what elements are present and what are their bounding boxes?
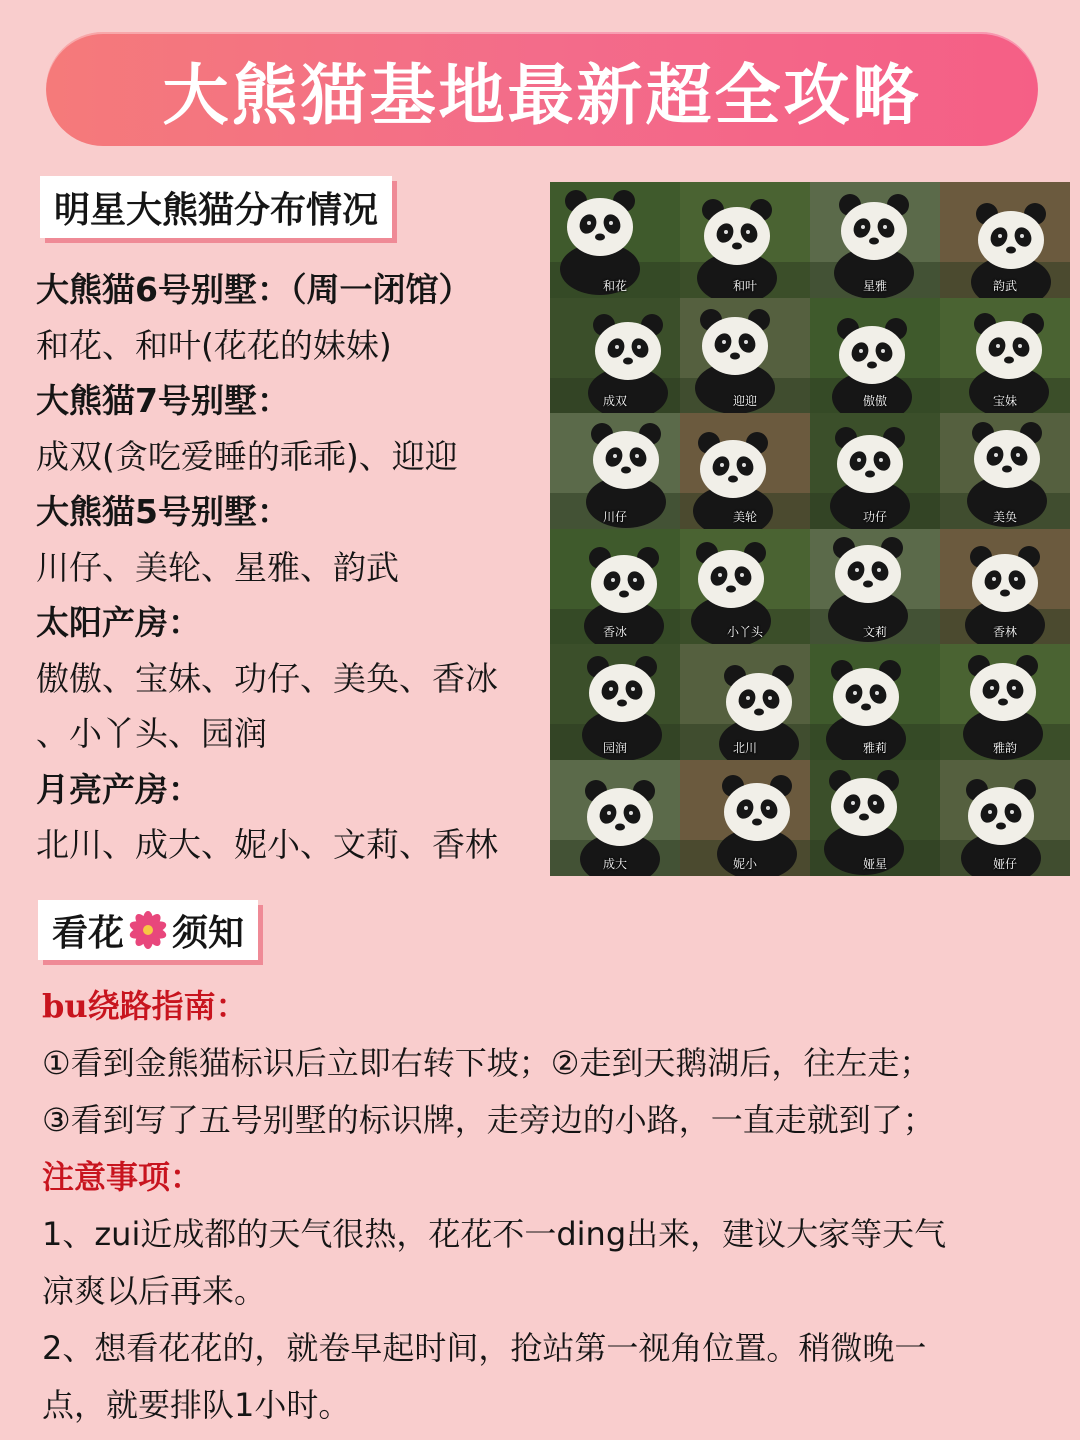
panda-name-label: 妮小 (732, 856, 757, 871)
panda-photo (810, 413, 940, 529)
notes-section (42, 978, 1052, 1434)
panda-photo (810, 182, 940, 298)
panda-name-label: 川仔 (602, 509, 627, 524)
panda-names-line: 和花、和叶(花花的妹妹) (36, 325, 392, 365)
panda-name-label: 雅莉 (862, 740, 887, 755)
panda-photo (940, 529, 1070, 645)
panda-photo (940, 413, 1070, 529)
note-line: 2、想看花花的，就卷早起时间，抢站第一视角位置。稍微晚一 (42, 1329, 927, 1367)
panda-photo (550, 760, 680, 876)
note-line: 点，就要排队1小时。 (42, 1386, 351, 1424)
heading-suffix: 须知 (172, 912, 245, 954)
location-heading: 太阳产房： (36, 603, 201, 642)
panda-name-label: 文莉 (862, 625, 887, 640)
panda-photo (550, 644, 680, 760)
panda-photo (680, 182, 810, 298)
panda-names-line: 成双(贪吃爱睡的乖乖)、迎迎 (36, 436, 458, 476)
distribution-list (36, 262, 548, 873)
panda-name-label: 雅韵 (992, 740, 1017, 755)
panda-photo (680, 529, 810, 645)
panda-photo (550, 182, 680, 298)
panda-photo-grid (550, 182, 1070, 876)
panda-name-label: 北川 (732, 740, 757, 755)
panda-name-label: 星雅 (862, 278, 887, 293)
route-title: bu绕路指南： (42, 987, 248, 1025)
panda-name-label: 香林 (992, 625, 1017, 640)
panda-names-line: 、小丫头、园润 (36, 714, 267, 753)
panda-name-label: 功仔 (862, 509, 887, 524)
panda-name-label: 美轮 (732, 509, 757, 524)
panda-name-label: 和叶 (732, 278, 757, 293)
route-line: ③看到写了五号别墅的标识牌，走旁边的小路，一直走就到了； (42, 1101, 935, 1139)
panda-name-label: 韵武 (992, 278, 1017, 293)
panda-photo (940, 760, 1070, 876)
section-heading-flower-notice (38, 900, 258, 960)
panda-names-line: 川仔、美轮、星雅、韵武 (36, 547, 399, 587)
panda-name-label: 香冰 (602, 625, 627, 640)
panda-photo (550, 529, 680, 645)
panda-photo (940, 182, 1070, 298)
panda-name-label: 宝妹 (992, 394, 1017, 409)
note-line: 1、zui近成都的天气很热，花花不一ding出来，建议大家等天气 (42, 1215, 947, 1253)
title-banner (46, 32, 1038, 146)
panda-photo (940, 298, 1070, 414)
location-heading: 大熊猫5号别墅： (36, 492, 290, 531)
flower-icon (128, 910, 168, 950)
location-heading: 月亮产房： (36, 769, 201, 809)
panda-name-label: 傲傲 (862, 394, 887, 409)
panda-photo (550, 298, 680, 414)
panda-names-line: 傲傲、宝妹、功仔、美奂、香冰 (36, 658, 498, 698)
panda-name-label: 娅星 (862, 856, 887, 871)
panda-names-line: 北川、成大、妮小、文莉、香林 (36, 825, 498, 864)
panda-name-label: 娅仔 (992, 856, 1017, 871)
page-title: 大熊猫基地最新超全攻略 (162, 56, 922, 134)
panda-photo (810, 760, 940, 876)
panda-photo (680, 644, 810, 760)
note-line: 凉爽以后再来。 (42, 1272, 267, 1310)
panda-photo (550, 413, 680, 529)
panda-name-label: 小丫头 (726, 625, 763, 640)
panda-name-label: 和花 (602, 278, 627, 293)
heading-prefix: 看花 (52, 912, 125, 954)
panda-photo (810, 529, 940, 645)
panda-name-label: 成双 (602, 394, 627, 409)
panda-name-label: 美奂 (992, 509, 1017, 524)
location-heading: 大熊猫6号别墅：（周一闭馆） (36, 270, 472, 309)
panda-name-label: 迎迎 (732, 394, 757, 409)
panda-photo (940, 644, 1070, 760)
panda-photo (680, 298, 810, 414)
panda-name-label: 园润 (602, 740, 627, 755)
panda-name-label: 成大 (602, 856, 627, 871)
panda-photo (810, 298, 940, 414)
location-heading: 大熊猫7号别墅： (36, 381, 290, 420)
section-heading-distribution: 明星大熊猫分布情况 (40, 176, 392, 238)
panda-photo (810, 644, 940, 760)
notes-title: 注意事项： (42, 1158, 203, 1196)
route-line: ①看到金熊猫标识后立即右转下坡；②走到天鹅湖后，往左走； (42, 1044, 932, 1082)
panda-photo (680, 413, 810, 529)
panda-photo (680, 760, 810, 876)
